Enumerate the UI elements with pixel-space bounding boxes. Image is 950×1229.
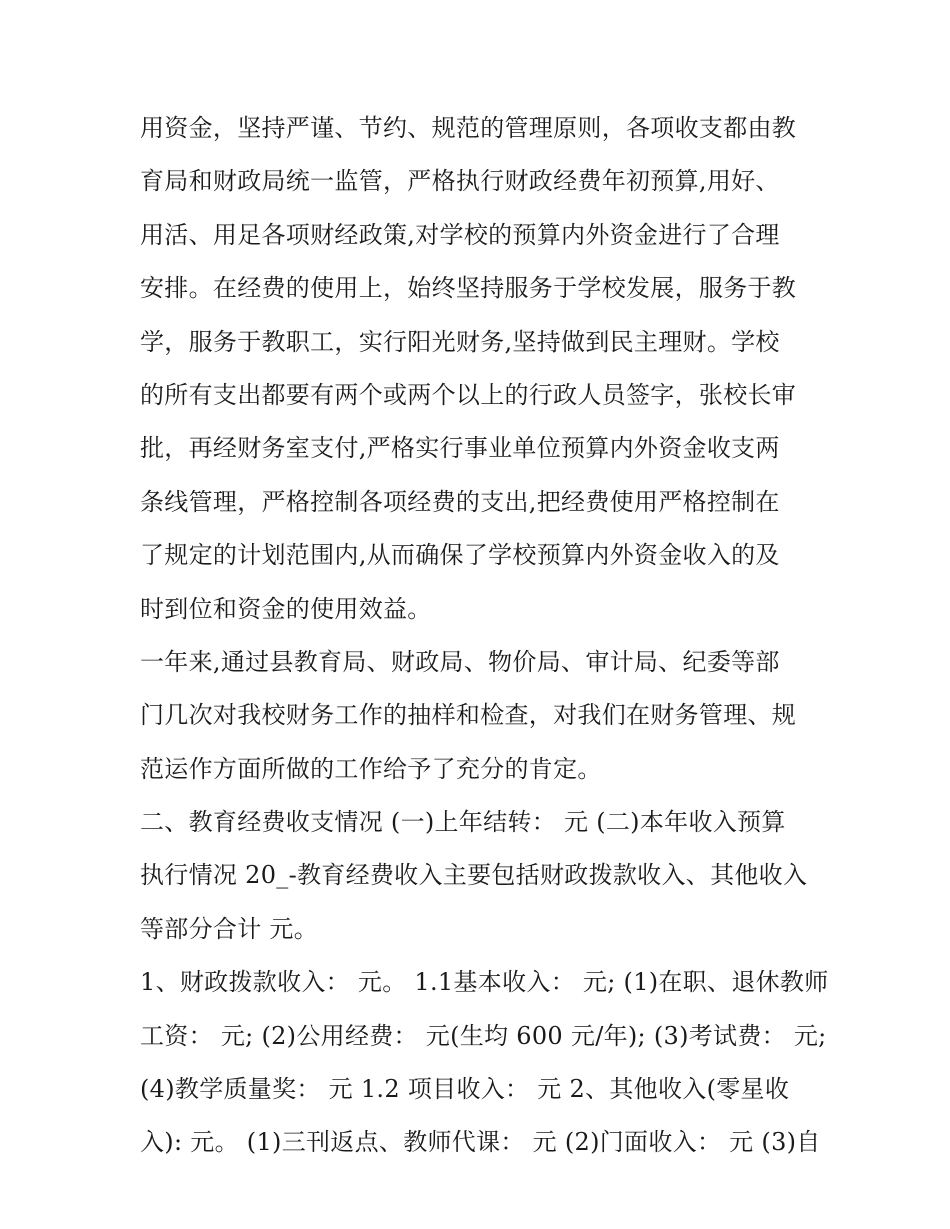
text-line-1: 用资金，坚持严谨、节约、规范的管理原则，各项收支都由教 xyxy=(140,114,797,142)
document-body xyxy=(140,102,829,1170)
text-line-14: 二、教育经费收支情况 (一)上年结转： 元 (二)本年收入预算 xyxy=(140,808,786,837)
text-line-5: 学，服务于教职工，实行阳光财务,坚持做到民主理财。学校 xyxy=(140,327,780,356)
text-line-3: 用活、用足各项财经政策,对学校的预算内外资金进行了合理 xyxy=(140,220,780,249)
text-line-10: 时到位和资金的使用效益。 xyxy=(140,594,432,623)
text-line-15: 执行情况 20_-教育经费收入主要包括财政拨款收入、其他收入 xyxy=(140,861,808,890)
text-line-20: 入): 元。 (1)三刊返点、教师代课： 元 (2)门面收入： 元 (3)自 xyxy=(140,1128,821,1157)
text-line-19: (4)教学质量奖： 元 1.2 项目收入： 元 2、其他收入(零星收 xyxy=(140,1075,790,1104)
text-line-9: 了规定的计划范围内,从而确保了学校预算内外资金收入的及 xyxy=(140,541,780,570)
text-line-6: 的所有支出都要有两个或两个以上的行政人员签字，张校长审 xyxy=(140,380,797,409)
text-line-11: 一年来,通过县教育局、财政局、物价局、审计局、纪委等部 xyxy=(140,647,780,676)
text-line-7: 批，再经财务室支付,严格实行事业单位预算内外资金收支两 xyxy=(140,434,780,463)
text-line-4: 安排。在经费的使用上，始终坚持服务于学校发展，服务于教 xyxy=(140,274,797,303)
text-line-2: 育局和财政局统一监管，严格执行财政经费年初预算,用好、 xyxy=(140,167,780,196)
text-line-18: 工资： 元; (2)公用经费： 元(生均 600 元/年); (3)考试费： 元; xyxy=(140,1021,827,1050)
text-line-8: 条线管理，严格控制各项经费的支出,把经费使用严格控制在 xyxy=(140,487,780,516)
text-line-16: 等部分合计 元。 xyxy=(140,914,319,943)
text-line-12: 门几次对我校财务工作的抽样和检查，对我们在财务管理、规 xyxy=(140,701,797,730)
text-line-13: 范运作方面所做的工作给予了充分的肯定。 xyxy=(140,754,602,783)
text-line-17: 1、财政拨款收入： 元。 1.1基本收入： 元; (1)在职、退休教师 xyxy=(140,968,829,997)
